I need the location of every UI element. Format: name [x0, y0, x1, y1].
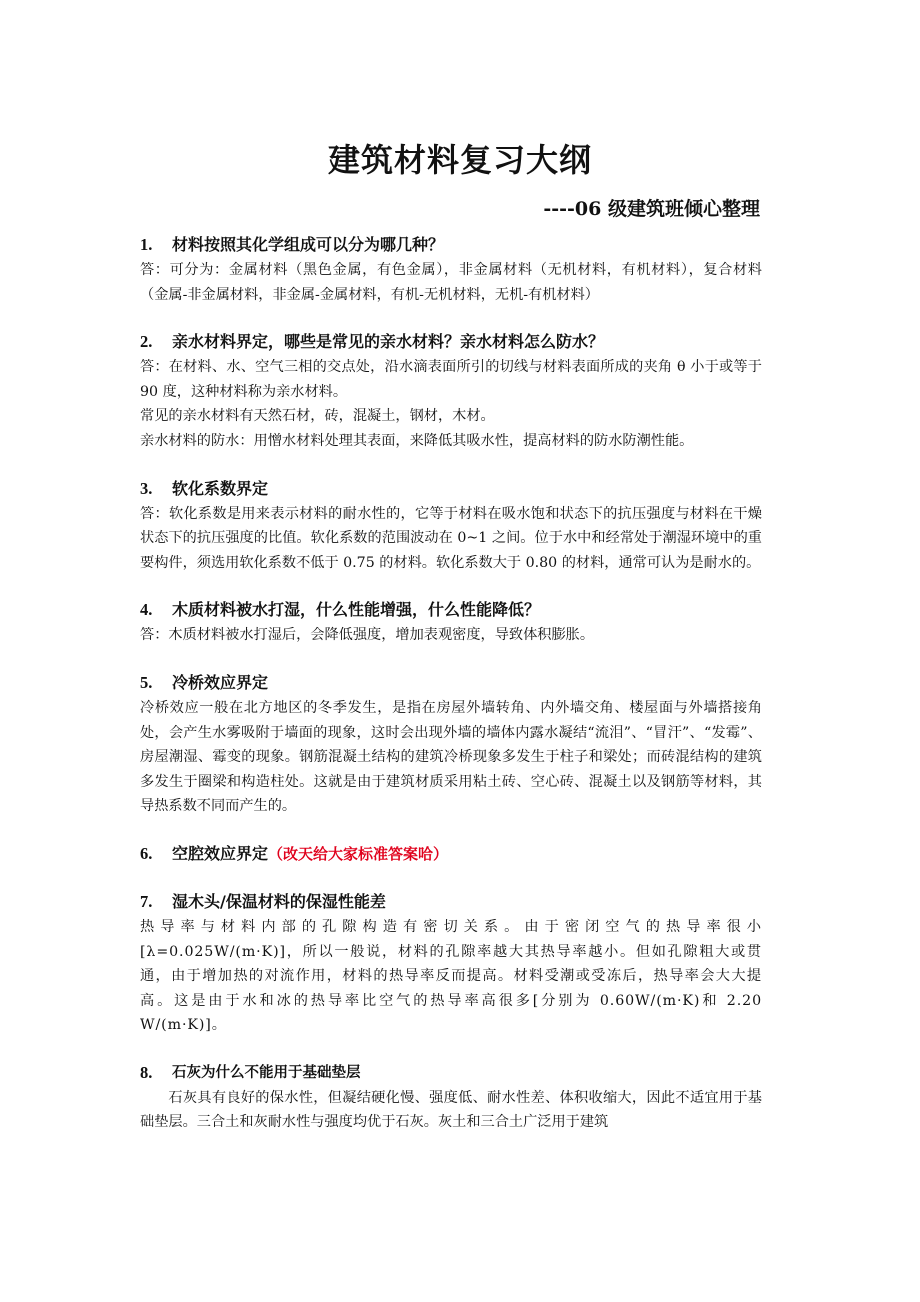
section-title: 石灰为什么不能用于基础垫层: [172, 1064, 361, 1081]
section-number: 3.: [140, 478, 153, 498]
paragraph: 石灰具有良好的保水性，但凝结硬化慢、强度低、耐水性差、体积收缩大，因此不适宜用于基础垫层。三合土和灰耐水性与强度均优于石灰。灰土和三合土广泛用于建筑: [140, 1089, 762, 1131]
document-subtitle: ----06 级建筑班倾心整理: [543, 198, 760, 220]
section-3: [140, 476, 762, 576]
section-number: 1.: [140, 235, 153, 254]
section-title: 空腔效应界定: [172, 843, 269, 863]
document-content: [140, 232, 762, 1157]
section-title: 亲水材料界定，哪些是常见的亲水材料？亲水材料怎么防水？: [172, 332, 605, 352]
section-4: [140, 597, 762, 648]
section-5: [140, 670, 762, 819]
paragraph: 答：软化系数是用来表示材料的耐水性的，它等于材料在吸水饱和状态下的抗压强度与材料在干燥状态下的抗压强度的比值。软化系数的范围波动在 0~1 之间。位于水中和经常处于潮湿环境中的重要构件，须选用软化系数不低于 0.75 的材料。软化系数大于 0.80 的材料，通常可认为是耐水的。: [140, 505, 762, 571]
paragraph: 热导率与材料内部的孔隙构造有密切关系。由于密闭空气的热导率很小[λ=0.025W/(m·K)]，所以一般说，材料的孔隙率越大其热导率越小。但如孔隙粗大或贯通，由于增加热的对流作用，材料的热导率反而提高。材料受潮或受冻后，热导率会大大提高。这是由于水和冰的热导率比空气的热导率高很多[分别为 0.60W/(m·K)和 2.20 W/(m·K)]。: [140, 918, 762, 1034]
section-title: 材料按照其化学组成可以分为哪几种？: [172, 235, 445, 254]
section-number: 5.: [140, 672, 153, 692]
section-title: 软化系数界定: [172, 478, 269, 498]
section-heading: [140, 889, 762, 915]
section-1: [140, 232, 762, 307]
section-heading: [140, 597, 762, 623]
section-heading: [140, 1060, 762, 1086]
section-8: [140, 1060, 762, 1135]
section-heading: [140, 841, 762, 867]
red-note: （改天给大家标准答案哈）: [268, 844, 449, 863]
paragraph: 冷桥效应一般在北方地区的冬季发生，是指在房屋外墙转角、内外墙交角、楼屋面与外墙搭接角处，会产生水雾吸附于墙面的现象，这时会出现外墙的墙体内露水凝结“流泪”、“冒汗”、“发霉”、房屋潮湿、霉变的现象。钢筋混凝土结构的建筑冷桥现象多发生于柱子和梁处；而砖混结构的建筑多发生于圈梁和构造柱处。这就是由于建筑材质采用粘土砖、空心砖、混凝土以及钢筋等材料，其导热系数不同而产生的。: [140, 699, 762, 815]
paragraph: 答：木质材料被水打湿后，会降低强度，增加表观密度，导致体积膨胀。: [140, 627, 595, 644]
paragraph: 亲水材料的防水：用憎水材料处理其表面，来降低其吸水性，提高材料的防水防潮性能。: [140, 432, 694, 449]
paragraph: 常见的亲水材料有天然石材，砖，混凝土，钢材，木材。: [140, 408, 495, 425]
section-title: 冷桥效应界定: [172, 672, 269, 692]
paragraph: 答：可分为：金属材料（黑色金属，有色金属），非金属材料（无机材料，有机材料），复合材料（金属-非金属材料，非金属-金属材料，有机-无机材料，无机-有机材料）: [140, 262, 762, 303]
section-title: 湿木头/保温材料的保湿性能差: [172, 891, 386, 911]
section-number: 7.: [140, 891, 153, 911]
paragraph: 答：在材料、水、空气三相的交点处，沿水滴表面所引的切线与材料表面所成的夹角 θ 小于或等于 90 度，这种材料称为亲水材料。: [140, 359, 762, 400]
document-title: 建筑材料复习大纲: [327, 141, 592, 179]
section-heading: [140, 232, 762, 258]
section-number: 4.: [140, 600, 153, 620]
section-7: [140, 889, 762, 1038]
section-heading: [140, 329, 762, 355]
section-heading: [140, 670, 762, 696]
section-number: 6.: [140, 843, 153, 863]
section-2: [140, 329, 762, 453]
section-number: 2.: [140, 332, 153, 352]
section-heading: [140, 476, 762, 502]
section-6: [140, 841, 762, 867]
section-number: 8.: [140, 1062, 153, 1082]
section-title: 木质材料被水打湿，什么性能增强，什么性能降低？: [172, 600, 541, 620]
